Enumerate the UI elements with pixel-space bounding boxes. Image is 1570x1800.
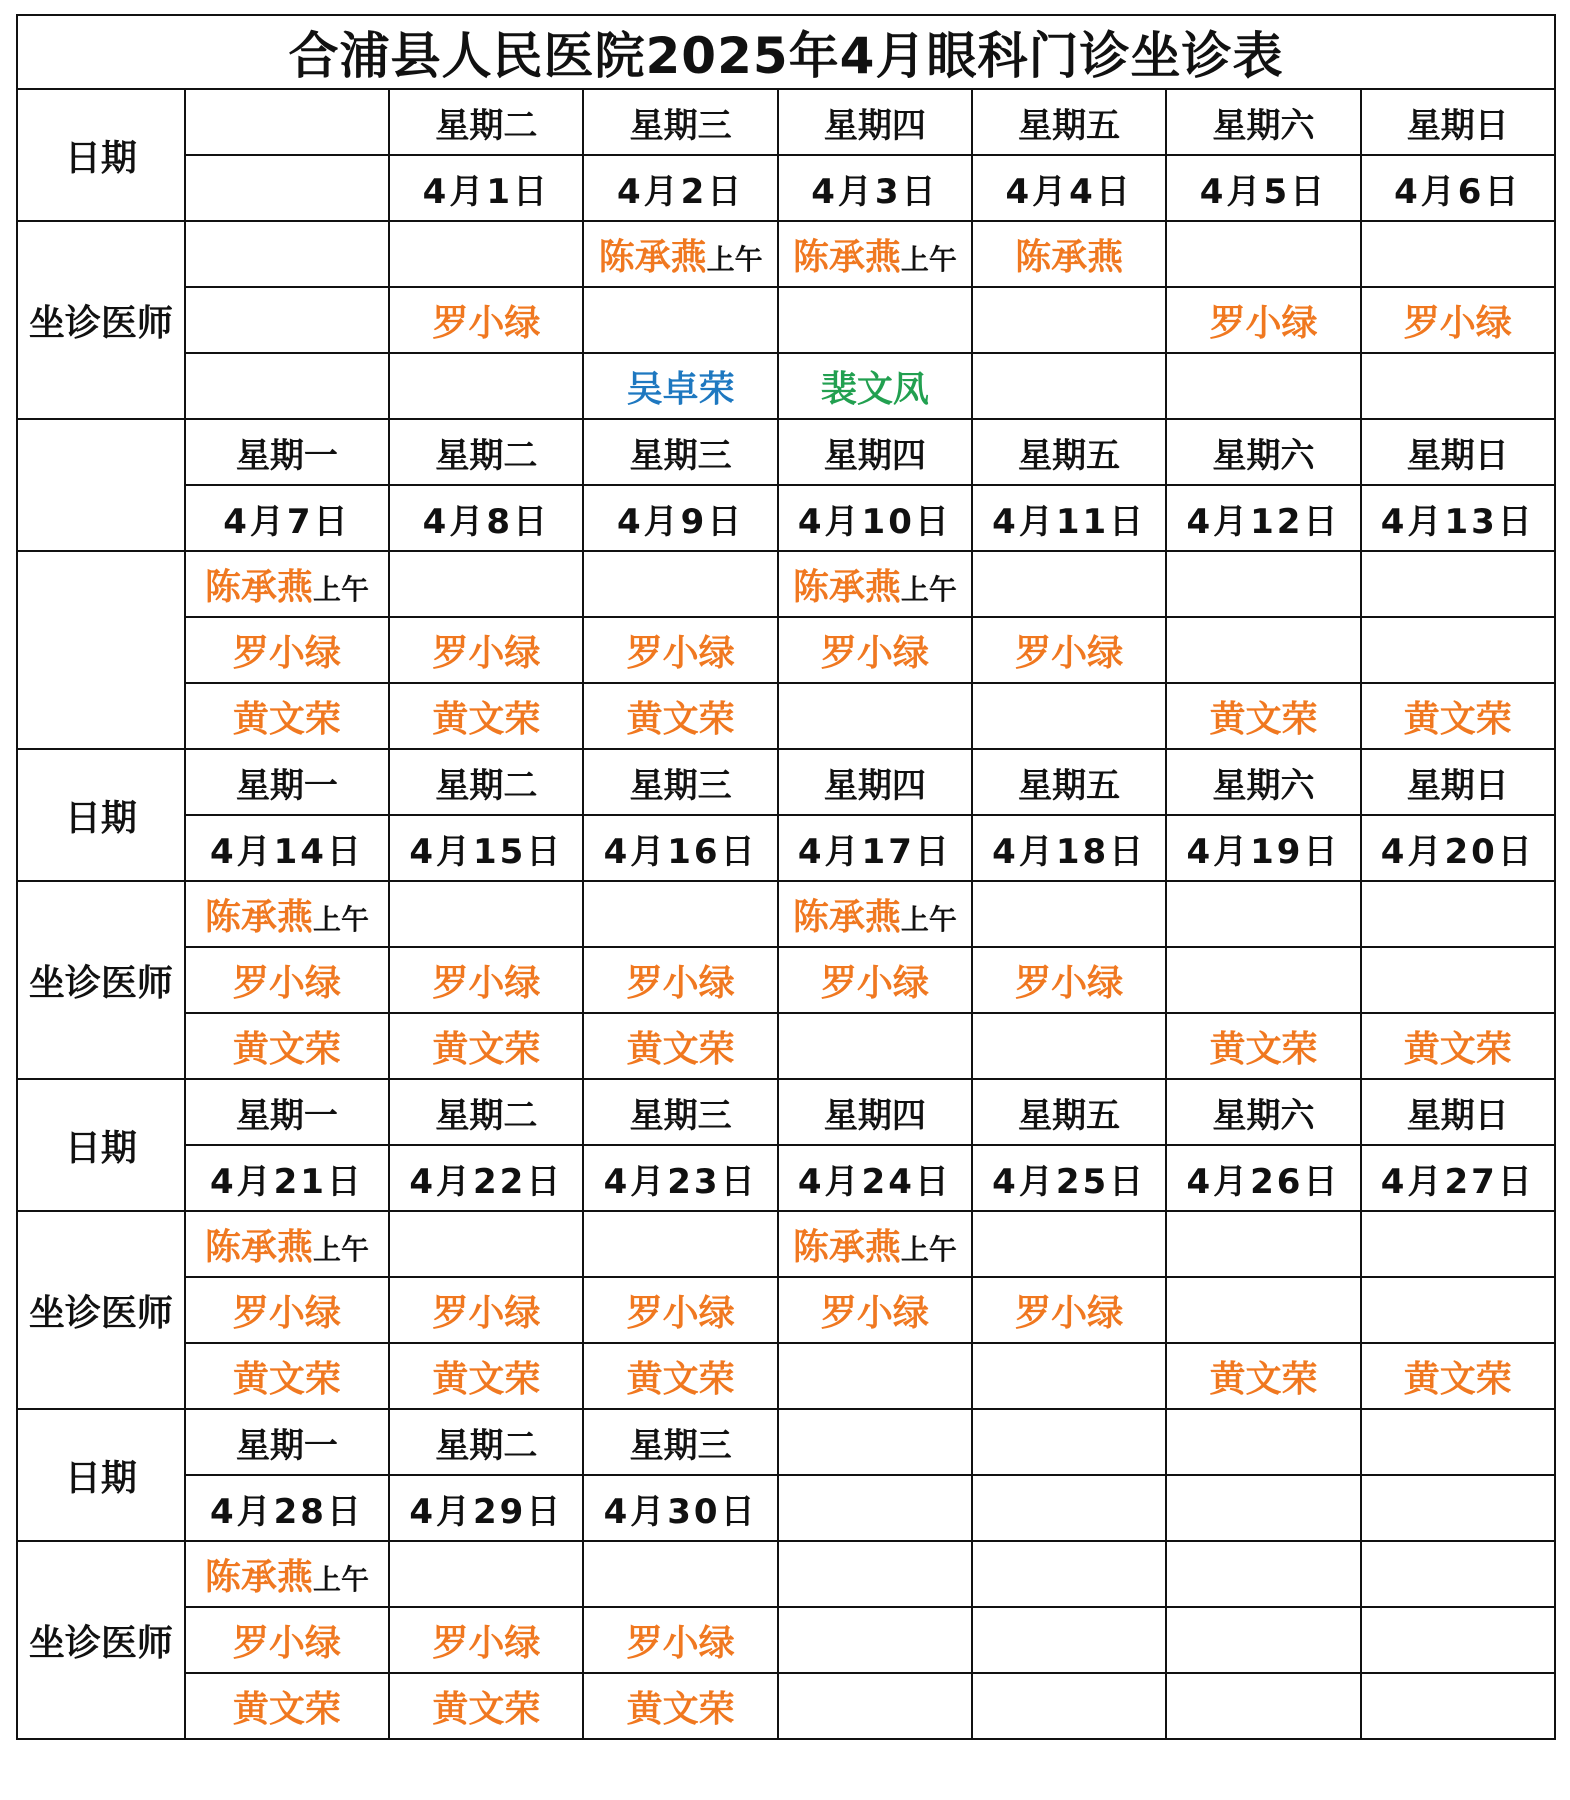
day-name-cell: 星期二 [389, 749, 583, 815]
session-tag: 上午 [900, 572, 957, 606]
doctor-name: 黄文荣 [626, 698, 735, 740]
doctor-cell [778, 551, 972, 617]
date-cell: 4月29日 [389, 1475, 583, 1541]
doctor-cell [389, 617, 583, 683]
doctor-name: 罗小绿 [820, 632, 929, 674]
doctor-name: 罗小绿 [432, 1622, 541, 1664]
doctor-cell [778, 1343, 972, 1409]
doctor-cell [583, 1211, 777, 1277]
day-name-cell: 星期一 [185, 749, 390, 815]
session-tag: 上午 [900, 1232, 957, 1266]
day-name-cell: 星期六 [1166, 89, 1360, 155]
doctor-cell [1361, 1541, 1555, 1607]
doctor-cell [583, 1013, 777, 1079]
doctor-row [17, 221, 1555, 287]
doctor-label: 坐诊医师 [17, 1541, 185, 1739]
doctor-cell [389, 947, 583, 1013]
date-cell: 4月2日 [583, 155, 777, 221]
doctor-cell [389, 683, 583, 749]
doctor-cell [583, 287, 777, 353]
day-name-cell: 星期四 [778, 1079, 972, 1145]
doctor-name: 黄文荣 [626, 1358, 735, 1400]
date-cell: 4月24日 [778, 1145, 972, 1211]
day-name-cell: 星期三 [583, 749, 777, 815]
doctor-cell [972, 1541, 1166, 1607]
doctor-name: 罗小绿 [432, 1292, 541, 1334]
doctor-cell [1166, 617, 1360, 683]
doctor-name: 罗小绿 [232, 962, 341, 1004]
doctor-cell [1361, 1673, 1555, 1739]
doctor-cell [1166, 1211, 1360, 1277]
date-cell: 4月11日 [972, 485, 1166, 551]
day-name-cell: 星期五 [972, 1079, 1166, 1145]
doctor-cell [1361, 1211, 1555, 1277]
doctor-name: 罗小绿 [232, 1292, 341, 1334]
week-date-row [17, 1145, 1555, 1211]
day-name-cell: 星期日 [1361, 749, 1555, 815]
doctor-name: 黄文荣 [432, 698, 541, 740]
doctor-cell [583, 947, 777, 1013]
doctor-cell [583, 1277, 777, 1343]
doctor-cell [778, 1607, 972, 1673]
day-name-cell [185, 89, 390, 155]
doctor-cell [389, 1013, 583, 1079]
day-name-cell: 星期五 [972, 89, 1166, 155]
doctor-name: 罗小绿 [626, 962, 735, 1004]
day-name-cell: 星期六 [1166, 1079, 1360, 1145]
doctor-cell [185, 947, 390, 1013]
day-name-cell: 星期四 [778, 749, 972, 815]
schedule-table [16, 14, 1556, 1740]
doctor-cell [778, 683, 972, 749]
doctor-name: 罗小绿 [1209, 302, 1318, 344]
date-cell: 4月22日 [389, 1145, 583, 1211]
doctor-cell [389, 1343, 583, 1409]
doctor-name: 罗小绿 [432, 632, 541, 674]
week-date-row [17, 815, 1555, 881]
day-name-cell [972, 1409, 1166, 1475]
doctor-cell [389, 881, 583, 947]
doctor-row [17, 1607, 1555, 1673]
day-name-cell: 星期三 [583, 1079, 777, 1145]
doctor-name: 陈承燕 [204, 1226, 313, 1268]
date-cell: 4月12日 [1166, 485, 1360, 551]
session-tag: 上午 [312, 1562, 369, 1596]
doctor-label: 坐诊医师 [17, 221, 185, 419]
day-name-cell: 星期一 [185, 419, 390, 485]
doctor-name: 陈承燕 [204, 566, 313, 608]
date-cell: 4月15日 [389, 815, 583, 881]
doctor-name: 罗小绿 [1015, 632, 1124, 674]
doctor-cell [778, 1541, 972, 1607]
doctor-name: 陈承燕 [1015, 236, 1124, 278]
doctor-cell [583, 683, 777, 749]
doctor-cell [778, 1673, 972, 1739]
doctor-cell [185, 551, 390, 617]
date-cell: 4月4日 [972, 155, 1166, 221]
doctor-cell [185, 881, 390, 947]
doctor-name: 黄文荣 [1403, 1358, 1512, 1400]
day-name-cell [1166, 1409, 1360, 1475]
day-name-cell: 星期日 [1361, 89, 1555, 155]
doctor-name: 黄文荣 [432, 1028, 541, 1070]
title-row [17, 15, 1555, 89]
doctor-label: 坐诊医师 [17, 881, 185, 1079]
date-cell [972, 1475, 1166, 1541]
week-day-row [17, 1079, 1555, 1145]
doctor-cell [778, 881, 972, 947]
doctor-name: 黄文荣 [432, 1358, 541, 1400]
doctor-cell [778, 221, 972, 287]
doctor-cell [1361, 551, 1555, 617]
week-date-row [17, 1475, 1555, 1541]
doctor-cell [1166, 1277, 1360, 1343]
doctor-cell [1166, 1343, 1360, 1409]
date-cell: 4月26日 [1166, 1145, 1360, 1211]
doctor-cell [583, 1541, 777, 1607]
doctor-name: 黄文荣 [232, 698, 341, 740]
doctor-row [17, 683, 1555, 749]
doctor-cell [389, 1673, 583, 1739]
doctor-cell [972, 947, 1166, 1013]
doctor-cell [1166, 1541, 1360, 1607]
doctor-cell [389, 1277, 583, 1343]
doctor-row [17, 617, 1555, 683]
doctor-cell [972, 221, 1166, 287]
day-name-cell: 星期日 [1361, 419, 1555, 485]
doctor-name: 罗小绿 [432, 302, 541, 344]
doctor-name: 黄文荣 [1209, 1028, 1318, 1070]
doctor-cell [972, 617, 1166, 683]
date-label: 日期 [17, 1409, 185, 1541]
doctor-cell [185, 1673, 390, 1739]
doctor-name: 罗小绿 [820, 962, 929, 1004]
doctor-cell [1361, 947, 1555, 1013]
doctor-cell [1361, 683, 1555, 749]
date-label: 日期 [17, 749, 185, 881]
doctor-cell [1361, 1013, 1555, 1079]
doctor-cell [1361, 1607, 1555, 1673]
doctor-cell [583, 881, 777, 947]
date-label: 日期 [17, 89, 185, 221]
doctor-name: 黄文荣 [232, 1358, 341, 1400]
day-name-cell [778, 1409, 972, 1475]
doctor-name: 罗小绿 [626, 632, 735, 674]
doctor-cell [1361, 287, 1555, 353]
doctor-cell [972, 1673, 1166, 1739]
date-cell: 4月21日 [185, 1145, 390, 1211]
doctor-name: 黄文荣 [232, 1028, 341, 1070]
doctor-name: 裴文凤 [820, 368, 929, 410]
date-cell [1361, 1475, 1555, 1541]
doctor-name: 罗小绿 [1403, 302, 1512, 344]
session-tag: 上午 [706, 242, 763, 276]
doctor-cell [583, 1607, 777, 1673]
doctor-name: 陈承燕 [792, 896, 901, 938]
doctor-cell [1166, 353, 1360, 419]
doctor-name: 黄文荣 [1403, 1028, 1512, 1070]
doctor-cell [778, 1013, 972, 1079]
doctor-cell [185, 1607, 390, 1673]
doctor-cell [1166, 1607, 1360, 1673]
doctor-row [17, 287, 1555, 353]
day-name-cell: 星期五 [972, 419, 1166, 485]
week-day-row [17, 1409, 1555, 1475]
doctor-name: 陈承燕 [204, 1556, 313, 1598]
doctor-name: 陈承燕 [792, 1226, 901, 1268]
day-name-cell: 星期三 [583, 89, 777, 155]
date-cell: 4月30日 [583, 1475, 777, 1541]
date-cell: 4月3日 [778, 155, 972, 221]
doctor-cell [389, 353, 583, 419]
doctor-cell [1361, 353, 1555, 419]
doctor-cell [1361, 1277, 1555, 1343]
week-day-row [17, 749, 1555, 815]
doctor-cell [185, 353, 390, 419]
date-cell: 4月20日 [1361, 815, 1555, 881]
doctor-name: 黄文荣 [1209, 698, 1318, 740]
doctor-name: 罗小绿 [232, 632, 341, 674]
week-date-row [17, 485, 1555, 551]
day-name-cell: 星期二 [389, 419, 583, 485]
doctor-cell [185, 1343, 390, 1409]
day-name-cell: 星期一 [185, 1409, 390, 1475]
session-tag: 上午 [312, 572, 369, 606]
day-name-cell: 星期三 [583, 1409, 777, 1475]
session-tag: 上午 [900, 242, 957, 276]
session-tag: 上午 [312, 902, 369, 936]
date-cell: 4月14日 [185, 815, 390, 881]
day-name-cell: 星期四 [778, 89, 972, 155]
doctor-row [17, 551, 1555, 617]
week-date-row [17, 155, 1555, 221]
doctor-name: 罗小绿 [626, 1292, 735, 1334]
doctor-cell [778, 353, 972, 419]
doctor-cell [185, 1541, 390, 1607]
day-name-cell: 星期一 [185, 1079, 390, 1145]
doctor-cell [185, 221, 390, 287]
doctor-cell [1166, 683, 1360, 749]
doctor-cell [583, 1343, 777, 1409]
date-cell: 4月27日 [1361, 1145, 1555, 1211]
doctor-cell [972, 1277, 1166, 1343]
doctor-cell [1166, 1673, 1360, 1739]
doctor-cell [778, 617, 972, 683]
doctor-cell [972, 881, 1166, 947]
doctor-cell [389, 287, 583, 353]
date-cell: 4月25日 [972, 1145, 1166, 1211]
doctor-cell [1166, 551, 1360, 617]
doctor-cell [185, 683, 390, 749]
date-cell: 4月9日 [583, 485, 777, 551]
doctor-cell [583, 221, 777, 287]
doctor-name: 罗小绿 [626, 1622, 735, 1664]
doctor-row [17, 1673, 1555, 1739]
date-cell: 4月13日 [1361, 485, 1555, 551]
doctor-cell [185, 287, 390, 353]
doctor-row [17, 1277, 1555, 1343]
date-cell: 4月8日 [389, 485, 583, 551]
doctor-cell [972, 683, 1166, 749]
doctor-label: 坐诊医师 [17, 1211, 185, 1409]
doctor-cell [583, 551, 777, 617]
doctor-cell [778, 287, 972, 353]
day-name-cell: 星期二 [389, 89, 583, 155]
date-cell [1166, 1475, 1360, 1541]
doctor-name: 黄文荣 [1403, 698, 1512, 740]
doctor-row [17, 1013, 1555, 1079]
week-day-row [17, 89, 1555, 155]
doctor-row [17, 881, 1555, 947]
doctor-row [17, 947, 1555, 1013]
doctor-cell [389, 221, 583, 287]
date-cell [185, 155, 390, 221]
doctor-cell [778, 947, 972, 1013]
doctor-cell [1166, 287, 1360, 353]
day-name-cell: 星期四 [778, 419, 972, 485]
doctor-cell [583, 617, 777, 683]
doctor-cell [972, 551, 1166, 617]
day-name-cell: 星期六 [1166, 419, 1360, 485]
doctor-cell [389, 1607, 583, 1673]
date-cell: 4月28日 [185, 1475, 390, 1541]
doctor-cell [583, 353, 777, 419]
session-tag: 上午 [900, 902, 957, 936]
date-cell: 4月6日 [1361, 155, 1555, 221]
doctor-cell [1361, 617, 1555, 683]
doctor-name: 陈承燕 [792, 236, 901, 278]
doctor-name: 罗小绿 [820, 1292, 929, 1334]
doctor-cell [185, 1211, 390, 1277]
doctor-cell [972, 1211, 1166, 1277]
doctor-label [17, 551, 185, 749]
doctor-name: 吴卓荣 [626, 368, 735, 410]
doctor-cell [185, 1277, 390, 1343]
day-name-cell: 星期五 [972, 749, 1166, 815]
date-label [17, 419, 185, 551]
doctor-cell [972, 1607, 1166, 1673]
doctor-cell [583, 1673, 777, 1739]
date-cell: 4月18日 [972, 815, 1166, 881]
day-name-cell [1361, 1409, 1555, 1475]
doctor-cell [972, 1013, 1166, 1079]
doctor-name: 罗小绿 [1015, 962, 1124, 1004]
doctor-cell [389, 1211, 583, 1277]
doctor-cell [1166, 881, 1360, 947]
page-title: 合浦县人民医院2025年4月眼科门诊坐诊表 [17, 15, 1555, 89]
doctor-name: 罗小绿 [1015, 1292, 1124, 1334]
doctor-name: 黄文荣 [1209, 1358, 1318, 1400]
date-cell: 4月17日 [778, 815, 972, 881]
doctor-row [17, 1211, 1555, 1277]
doctor-cell [1166, 1013, 1360, 1079]
date-label: 日期 [17, 1079, 185, 1211]
day-name-cell: 星期日 [1361, 1079, 1555, 1145]
doctor-name: 黄文荣 [232, 1688, 341, 1730]
date-cell: 4月7日 [185, 485, 390, 551]
doctor-cell [389, 1541, 583, 1607]
doctor-name: 陈承燕 [598, 236, 707, 278]
doctor-cell [1166, 947, 1360, 1013]
doctor-cell [1361, 221, 1555, 287]
date-cell: 4月19日 [1166, 815, 1360, 881]
day-name-cell: 星期六 [1166, 749, 1360, 815]
doctor-row [17, 353, 1555, 419]
doctor-cell [972, 353, 1166, 419]
date-cell: 4月10日 [778, 485, 972, 551]
doctor-name: 黄文荣 [626, 1028, 735, 1070]
doctor-cell [778, 1277, 972, 1343]
doctor-cell [972, 1343, 1166, 1409]
doctor-row [17, 1343, 1555, 1409]
doctor-cell [1361, 881, 1555, 947]
date-cell [778, 1475, 972, 1541]
doctor-name: 黄文荣 [626, 1688, 735, 1730]
doctor-cell [185, 1013, 390, 1079]
date-cell: 4月23日 [583, 1145, 777, 1211]
doctor-cell [185, 617, 390, 683]
doctor-name: 黄文荣 [432, 1688, 541, 1730]
date-cell: 4月5日 [1166, 155, 1360, 221]
day-name-cell: 星期三 [583, 419, 777, 485]
day-name-cell: 星期二 [389, 1079, 583, 1145]
doctor-name: 罗小绿 [232, 1622, 341, 1664]
day-name-cell: 星期二 [389, 1409, 583, 1475]
doctor-row [17, 1541, 1555, 1607]
week-day-row [17, 419, 1555, 485]
doctor-cell [1166, 221, 1360, 287]
doctor-name: 陈承燕 [204, 896, 313, 938]
date-cell: 4月16日 [583, 815, 777, 881]
session-tag: 上午 [312, 1232, 369, 1266]
doctor-name: 陈承燕 [792, 566, 901, 608]
doctor-cell [972, 287, 1166, 353]
doctor-cell [389, 551, 583, 617]
doctor-cell [1361, 1343, 1555, 1409]
doctor-cell [778, 1211, 972, 1277]
date-cell: 4月1日 [389, 155, 583, 221]
doctor-name: 罗小绿 [432, 962, 541, 1004]
